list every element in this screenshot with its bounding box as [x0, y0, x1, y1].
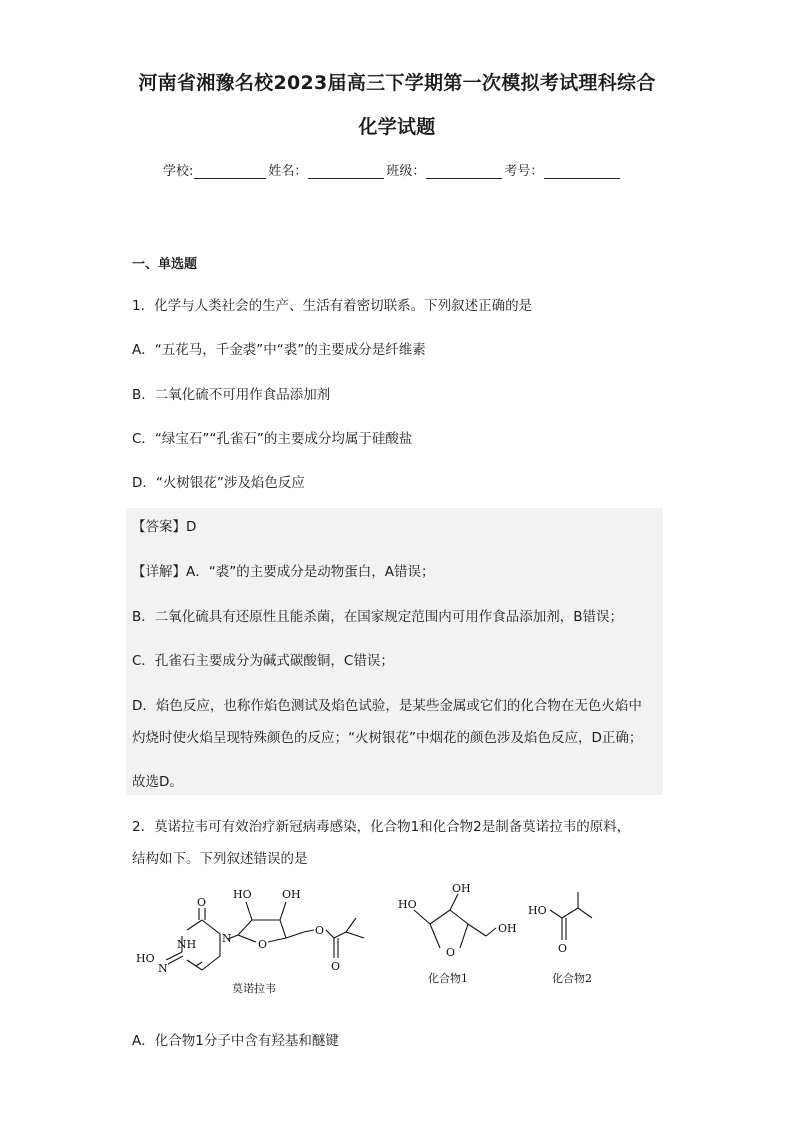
q1-explanation-a: 【详解】A．“裘”的主要成分是动物蛋白，A错误；	[132, 564, 435, 580]
mol-carbonyl-o: O	[197, 896, 207, 909]
mol-ring-o: O	[258, 938, 268, 951]
section-heading: 一、单选题	[132, 257, 198, 272]
q1-conclusion: 故选D。	[132, 774, 183, 790]
q1-option-c: C．“绿宝石”“孔雀石”的主要成分均属于硅酸盐	[132, 431, 413, 447]
student-info-row	[163, 160, 622, 179]
c1-ring-o: O	[446, 946, 456, 959]
q1-option-a: A．“五花马，千金裘”中“裘”的主要成分是纤维素	[132, 342, 426, 358]
c2-carbonyl-o: O	[558, 942, 568, 955]
mol-nh: NH	[177, 938, 197, 951]
q2-stem-line1: 2．莫诺拉韦可有效治疗新冠病毒感染，化合物1和化合物2是制备莫诺拉韦的原料，	[132, 819, 631, 835]
q2-stem-line2: 结构如下。下列叙述错误的是	[132, 851, 308, 867]
c1-ho: HO	[398, 898, 417, 911]
q1-option-d: D．“火树银花”涉及焰色反应	[132, 475, 305, 491]
school-blank[interactable]	[194, 164, 266, 179]
compound2-label: 化合物2	[552, 972, 592, 985]
name-blank[interactable]	[308, 164, 384, 179]
q1-option-b: B．二氧化硫不可用作食品添加剂	[132, 387, 331, 403]
exam-title-line1: 河南省湘豫名校2023届高三下学期第一次模拟考试理科综合	[138, 72, 656, 94]
q1-explanation-c: C．孔雀石主要成分为碱式碳酸铜，C错误；	[132, 653, 394, 669]
school-label: 学校:	[163, 164, 194, 179]
mol-oxime-ho: HO	[136, 952, 155, 965]
mol-ho: HO	[233, 888, 252, 901]
c2-ho: HO	[528, 904, 547, 917]
q1-stem: 1．化学与人类社会的生产、生活有着密切联系。下列叙述正确的是	[132, 298, 533, 314]
c1-oh-top: OH	[452, 882, 471, 895]
class-label: 班级：	[386, 164, 426, 179]
mol-oh: OH	[282, 888, 301, 901]
q1-explanation-d2: 灼烧时使火焰呈现特殊颜色的反应；“火树银花”中烟花的颜色涉及焰色反应，D正确；	[132, 730, 643, 746]
c1-oh-right: OH	[498, 922, 517, 935]
mol-ester-carbonyl-o: O	[331, 960, 341, 973]
mol-oxime-n: N	[158, 962, 168, 975]
exam-title-line2: 化学试题	[358, 116, 436, 138]
structures-svg	[130, 880, 650, 1005]
exam-number-blank[interactable]	[544, 164, 620, 179]
q2-option-a: A．化合物1分子中含有羟基和醚键	[132, 1033, 339, 1049]
mol-ring-n: N	[222, 932, 232, 945]
chemical-structures-figure	[130, 880, 650, 1005]
name-label: 姓名：	[268, 164, 308, 179]
q1-answer: 【答案】D	[132, 519, 197, 535]
molnupiravir-label: 莫诺拉韦	[232, 982, 276, 995]
q1-explanation-d1: D．焰色反应，也称作焰色测试及焰色试验，是某些金属或它们的化合物在无色火焰中	[132, 698, 642, 714]
mol-ester-o: O	[315, 924, 325, 937]
class-blank[interactable]	[426, 164, 502, 179]
exam-number-label: 考号：	[504, 164, 544, 179]
compound1-label: 化合物1	[428, 972, 468, 985]
q1-explanation-b: B．二氧化硫具有还原性且能杀菌，在国家规定范围内可用作食品添加剂，B错误；	[132, 609, 624, 625]
